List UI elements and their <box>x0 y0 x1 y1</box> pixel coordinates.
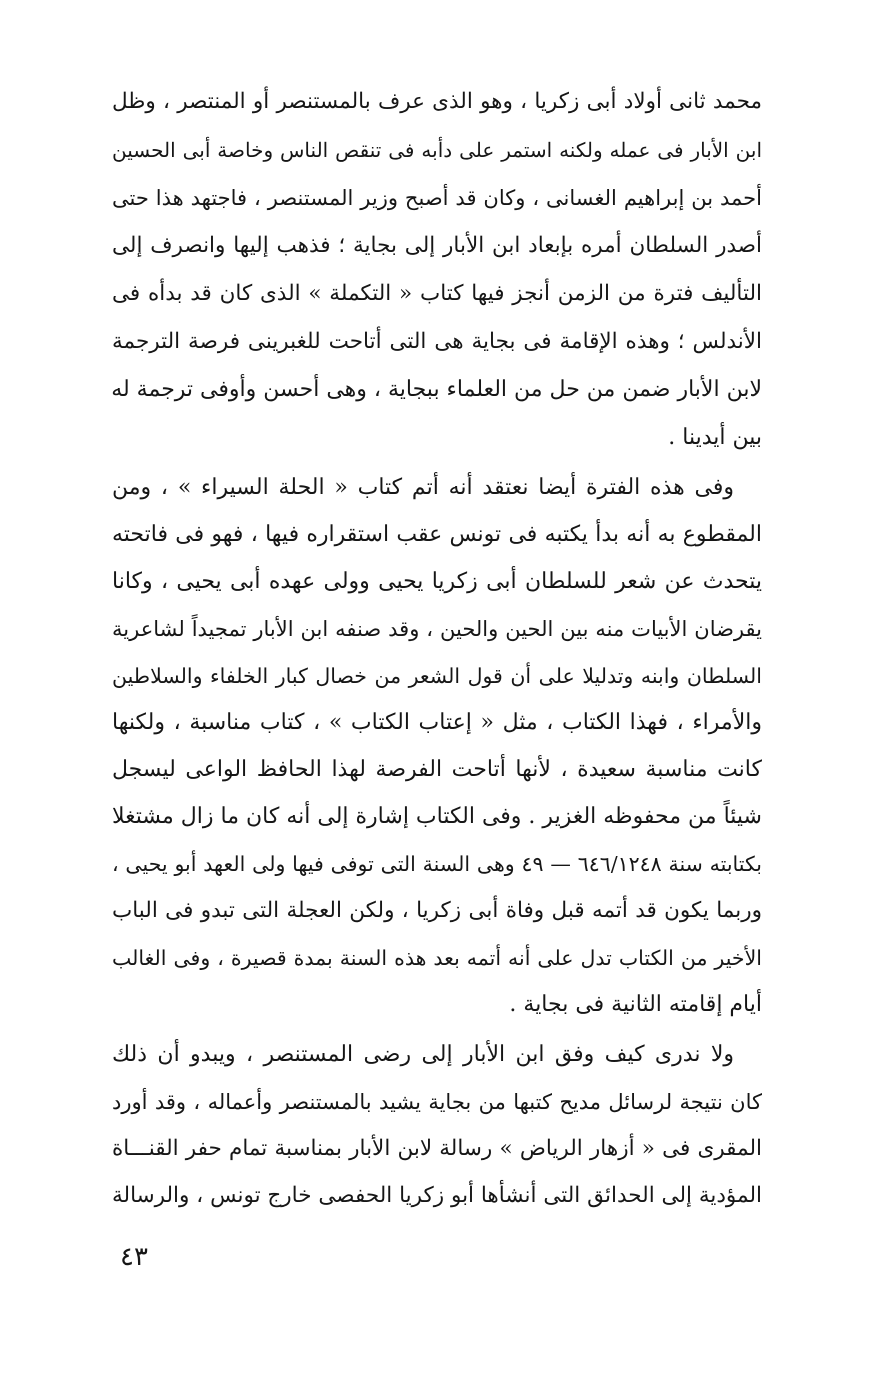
text-line: كان نتيجة لرسائل مديح كتبها من بجاية يشيد بالمستنصر وأعماله ، وقد أورد <box>112 1090 762 1114</box>
text-line: المقطوع به أنه بدأ يكتبه فى تونس عقب استقراره فيها ، فهو فى فاتحته <box>112 522 762 547</box>
text-line: أيام إقامته الثانية فى بجاية . <box>509 992 762 1017</box>
text-line: ولا ندرى كيف وفق ابن الأبار إلى رضى المستنصر ، ويبدو أن ذلك <box>112 1042 734 1067</box>
text-line: يقرضان الأبيات منه بين الحين والحين ، وقد صنفه ابن الأبار تمجيداً لشاعرية <box>112 617 762 641</box>
text-line: لابن الأبار ضمن من حل من العلماء ببجاية ، وهى أحسن وأوفى ترجمة له <box>111 377 762 402</box>
text-line: المقرى فى « أزهار الرياض » رسالة لابن الأبار بمناسبة تمام حفر القنـــاة <box>112 1136 762 1161</box>
text-line: المؤدية إلى الحدائق التى أنشأها أبو زكريا الحفصى خارج تونس ، والرسالة <box>112 1183 762 1208</box>
text-line: يتحدث عن شعر للسلطان أبى زكريا يحيى وولى عهده أبى يحيى ، وكانا <box>112 569 762 594</box>
text-line: وفى هذه الفترة أيضا نعتقد أنه أتم كتاب « الحلة السيراء » ، ومن <box>112 475 734 500</box>
text-line: أصدر السلطان أمره بإبعاد ابن الأبار إلى بجاية ؛ فذهب إليها وانصرف إلى <box>112 233 762 258</box>
text-line: السلطان وابنه وتدليلا على أن قول الشعر من خصال كبار الخلفاء والسلاطين <box>112 664 762 688</box>
text-line: أحمد بن إبراهيم الغسانى ، وكان قد أصبح وزير المستنصر ، فاجتهد هذا حتى <box>112 186 762 210</box>
text-line: التأليف فترة من الزمن أنجز فيها كتاب « التكملة » الذى كان قد بدأه فى <box>112 281 762 306</box>
text-line: ابن الأبار فى عمله ولكنه استمر على دأبه فى تنقص الناس وخاصة أبى الحسين <box>112 138 762 162</box>
text-line: الأندلس ؛ وهذه الإقامة فى بجاية هى التى أتاحت للغبرينى فرصة الترجمة <box>112 329 762 354</box>
page-number: ٤٣ <box>120 1242 148 1272</box>
text-line: محمد ثانى أولاد أبى زكريا ، وهو الذى عرف بالمستنصر أو المنتصر ، وظل <box>112 89 762 114</box>
text-line: بين أيدينا . <box>668 425 762 450</box>
text-line: والأمراء ، فهذا الكتاب ، مثل « إعتاب الكتاب » ، كتاب مناسبة ، ولكنها <box>112 710 762 735</box>
text-line: بكتابته سنة ٦٤٦/١٢٤٨ — ٤٩ وهى السنة التى توفى فيها ولى العهد أبو يحيى ، <box>112 852 762 876</box>
text-line: وربما يكون قد أتمه قبل وفاة أبى زكريا ، ولكن العجلة التى تبدو فى الباب <box>112 898 762 923</box>
text-line: الأخير من الكتاب تدل على أنه أتمه بعد هذه السنة بمدة قصيرة ، وفى الغالب <box>112 946 762 970</box>
text-line: شيئاً من محفوظه الغزير . وفى الكتاب إشارة إلى أنه كان ما زال مشتغلا <box>112 804 762 829</box>
text-line: كانت مناسبة سعيدة ، لأنها أتاحت الفرصة لهذا الحافظ الواعى ليسجل <box>112 757 762 782</box>
